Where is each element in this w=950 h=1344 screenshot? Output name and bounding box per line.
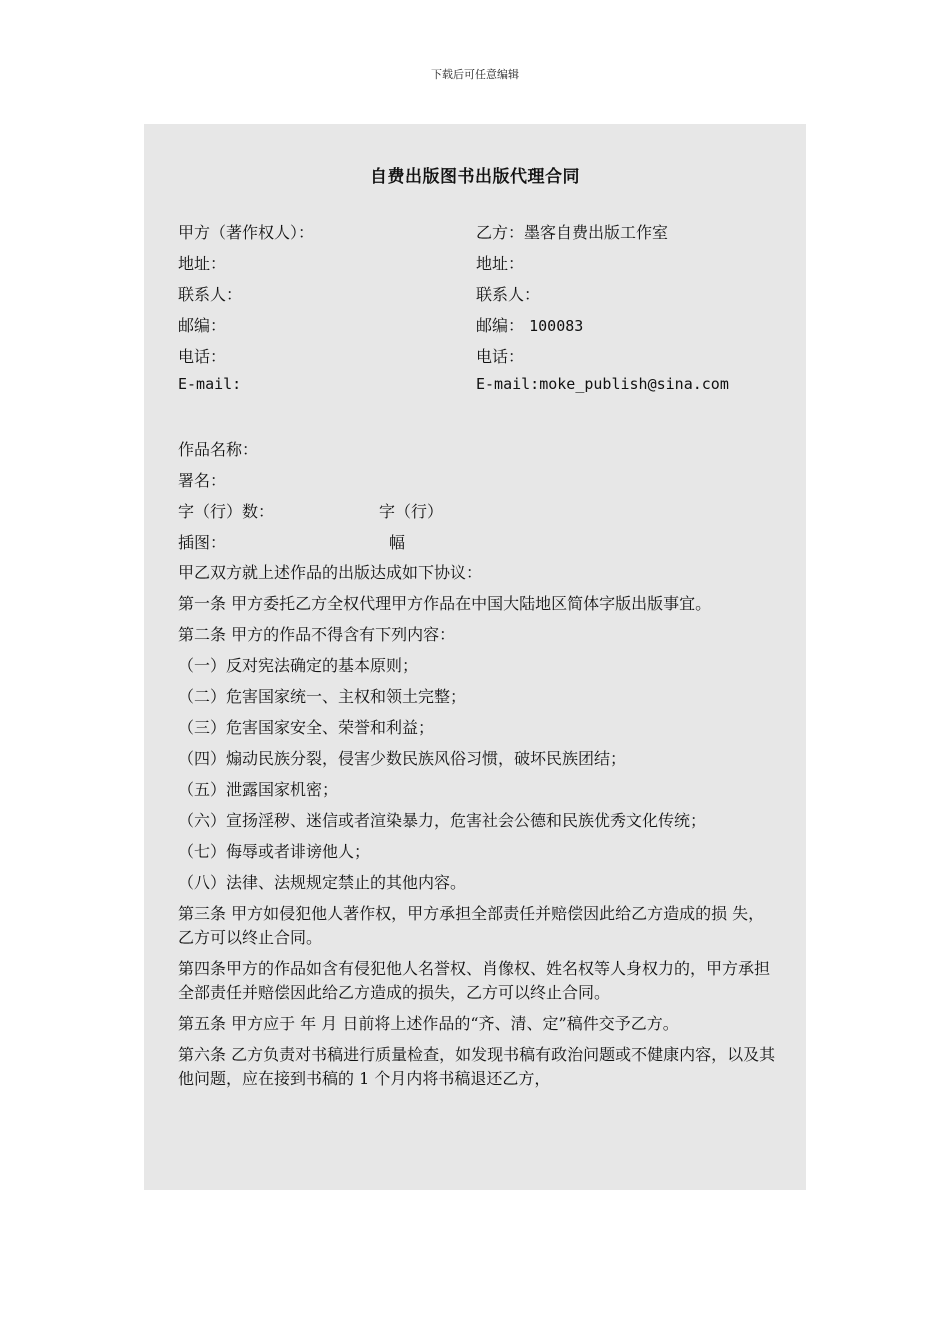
signature-row (178, 468, 778, 499)
party-b-postcode-label: 邮编： (476, 316, 525, 335)
clause-4: 第四条甲方的作品如含有侵犯他人名誉权、肖像权、姓名权等人身权力的，甲方承担全部责任并赔偿因此给乙方造成的损失，乙方可以终止合同。 (178, 959, 771, 1002)
clause-2-item-7: （七）侮辱或者诽谤他人； (178, 842, 371, 861)
clause-2-item-3: （三）危害国家安全、荣誉和利益； (178, 718, 435, 737)
party-row-email (178, 375, 778, 406)
illustrations-row (178, 530, 778, 561)
party-b-postcode-value: 100083 (529, 317, 584, 335)
clause-6: 第六条 乙方负责对书稿进行质量检查，如发现书稿有政治问题或不健康内容，以及其他问题，应在接到书稿的 1 个月内将书稿退还乙方， (178, 1045, 776, 1088)
work-name-row (178, 437, 778, 468)
party-a-contact: 联系人： (178, 285, 243, 304)
clause-2-item-1: （一）反对宪法确定的基本原则； (178, 656, 419, 675)
party-row-contact (178, 282, 778, 313)
party-a-postcode: 邮编： (178, 316, 227, 335)
party-row-postcode (178, 313, 778, 344)
clause-2-item-4: （四）煽动民族分裂，侵害少数民族风俗习惯，破坏民族团结； (178, 749, 627, 768)
clause-3: 第三条 甲方如侵犯他人著作权，甲方承担全部责任并赔偿因此给乙方造成的损 失，乙方可以终止合同。 (178, 904, 765, 947)
party-a-email: E-mail: (178, 375, 242, 393)
illustrations-unit: 幅 (389, 533, 406, 552)
party-b-name: 乙方：墨客自费出版工作室 (476, 223, 669, 242)
party-row-address (178, 251, 778, 282)
parties-section (178, 220, 778, 406)
clause-5: 第五条 甲方应于 年 月 日前将上述作品的“齐、清、定”稿件交予乙方。 (178, 1014, 679, 1033)
party-row-phone (178, 344, 778, 375)
party-b-email: E-mail:moke_publish@sina.com (476, 375, 729, 393)
work-name-label: 作品名称： (178, 440, 259, 459)
clause-intro: 甲乙双方就上述作品的出版达成如下协议： (178, 563, 483, 582)
work-info-section (178, 437, 778, 561)
word-count-row (178, 499, 778, 530)
party-b-address: 地址： (476, 254, 525, 273)
clauses-section (178, 561, 778, 1098)
party-a-phone: 电话： (178, 347, 227, 366)
party-a-address: 地址： (178, 254, 227, 273)
contract-page (144, 124, 806, 1190)
clause-2-item-6: （六）宣扬淫秽、迷信或者渲染暴力，危害社会公德和民族优秀文化传统； (178, 811, 707, 830)
header-note: 下载后可任意编辑 (431, 68, 519, 81)
clause-2-item-5: （五）泄露国家机密； (178, 780, 339, 799)
party-row-name (178, 220, 778, 251)
party-b-postcode (476, 313, 583, 336)
clause-2: 第二条 甲方的作品不得含有下列内容： (178, 625, 456, 644)
illustrations-label: 插图： (178, 533, 227, 552)
clause-1: 第一条 甲方委托乙方全权代理甲方作品在中国大陆地区简体字版出版事宜。 (178, 594, 712, 613)
contract-title: 自费出版图书出版代理合同 (370, 167, 580, 187)
party-b-contact: 联系人： (476, 285, 541, 304)
word-count-label: 字（行）数： (178, 502, 275, 521)
clause-2-item-2: （二）危害国家统一、主权和领土完整； (178, 687, 467, 706)
clause-2-item-8: （八）法律、法规规定禁止的其他内容。 (178, 873, 467, 892)
word-count-unit: 字（行） (379, 502, 444, 521)
party-a-name: 甲方（著作权人）： (178, 223, 315, 242)
signature-label: 署名： (178, 471, 227, 490)
party-b-phone: 电话： (476, 347, 525, 366)
